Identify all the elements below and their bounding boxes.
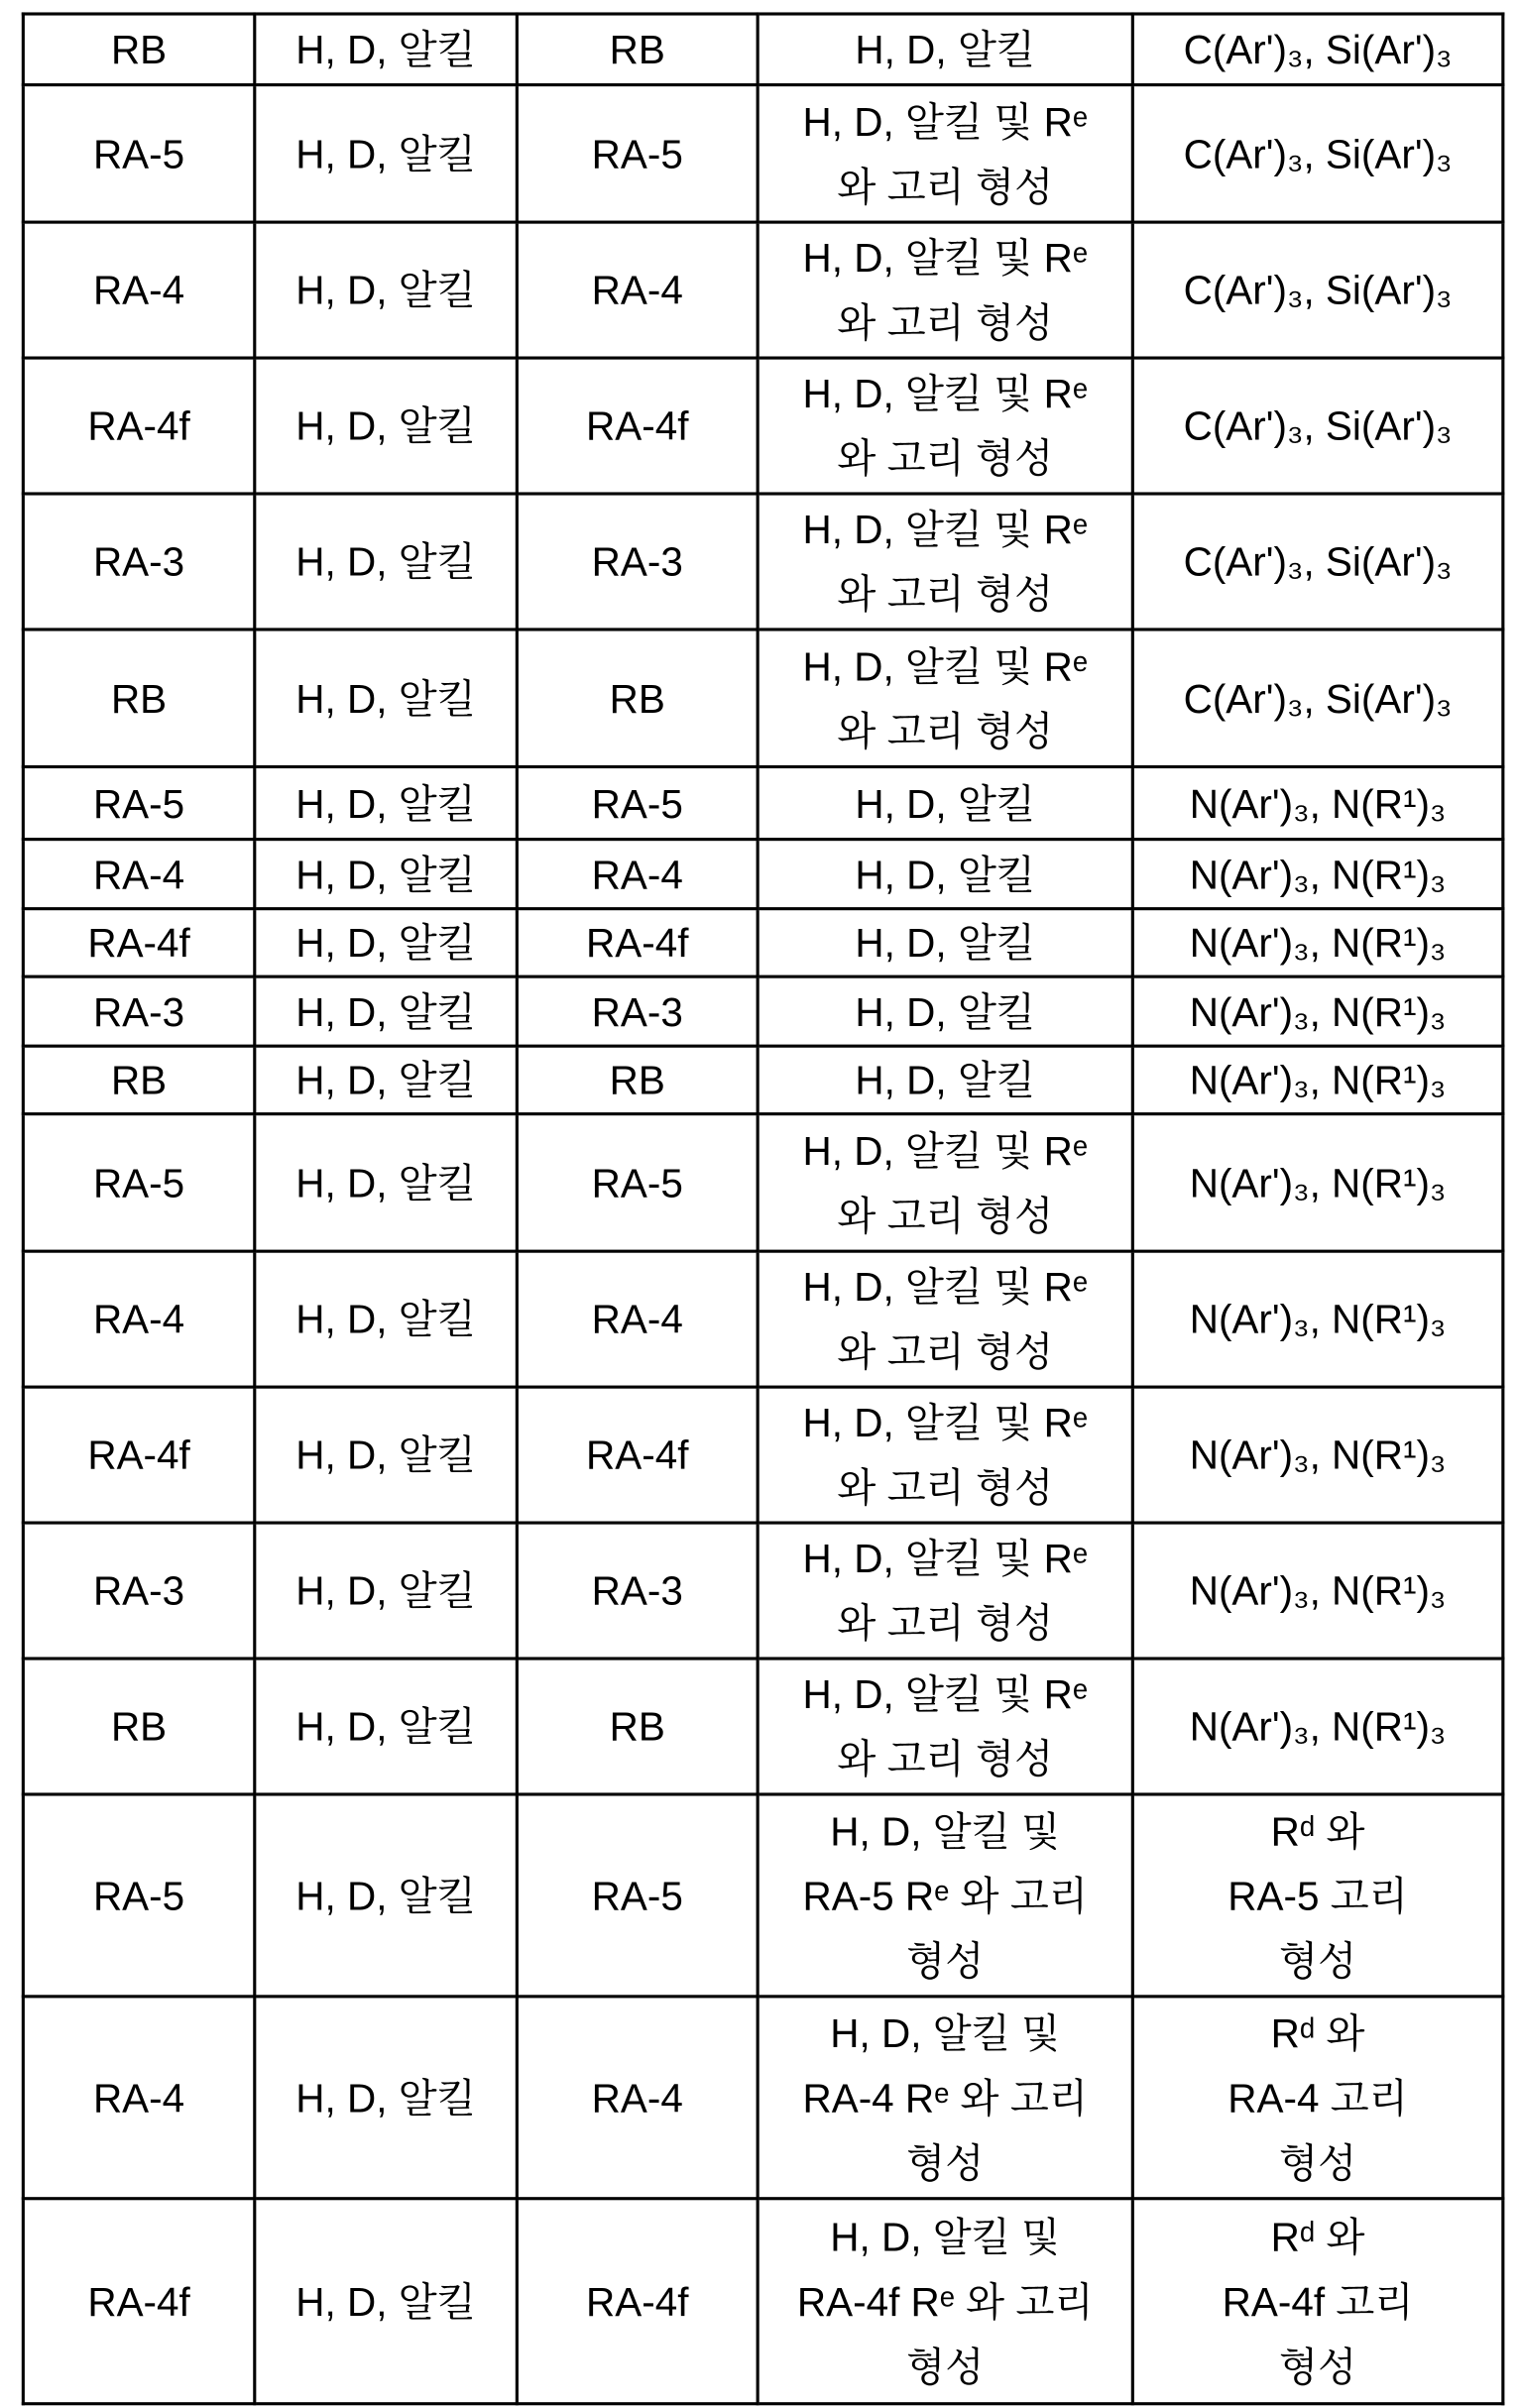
table-cell-col5: Rᵈ 와 RA-4 고리 형성	[1132, 1997, 1503, 2199]
table-cell-col5: C(Ar')₃, Si(Ar')₃	[1132, 85, 1503, 223]
table-cell-col3: RB	[517, 630, 758, 767]
table-cell-col5: N(Ar')₃, N(R¹)₃	[1132, 1523, 1503, 1659]
table-cell-col2: H, D, 알킬	[255, 976, 518, 1046]
table-row	[23, 1794, 1502, 1997]
table-cell-col5: N(Ar')₃, N(R¹)₃	[1132, 1114, 1503, 1252]
table-cell-col4: H, D, 알킬 및 Rᵉ 와 고리 형성	[758, 85, 1132, 223]
table-row	[23, 766, 1502, 839]
table-cell-col4: H, D, 알킬 및 Rᵉ 와 고리 형성	[758, 1659, 1132, 1794]
table-cell-col1: RA-5	[23, 1794, 254, 1997]
table-cell-col3: RA-3	[517, 494, 758, 630]
table-cell-col1: RB	[23, 630, 254, 767]
table-cell-col4: H, D, 알킬 및 RA-4 Rᵉ 와 고리 형성	[758, 1997, 1132, 2199]
table-cell-col3: RA-4f	[517, 909, 758, 976]
table-cell-col1: RA-4	[23, 1997, 254, 2199]
table-cell-col5: N(Ar')₃, N(R¹)₃	[1132, 1046, 1503, 1113]
table-cell-col2: H, D, 알킬	[255, 1659, 518, 1794]
table-cell-col1: RB	[23, 1659, 254, 1794]
table-cell-col2: H, D, 알킬	[255, 766, 518, 839]
table-cell-col5: C(Ar')₃, Si(Ar')₃	[1132, 494, 1503, 630]
table-cell-col1: RA-3	[23, 976, 254, 1046]
table-row	[23, 1387, 1502, 1523]
table-cell-col3: RA-5	[517, 766, 758, 839]
table-cell-col2: H, D, 알킬	[255, 1251, 518, 1387]
table-row	[23, 630, 1502, 767]
table-cell-col1: RA-3	[23, 1523, 254, 1659]
table-row	[23, 1659, 1502, 1794]
table-cell-col4: H, D, 알킬 및 Rᵉ 와 고리 형성	[758, 1387, 1132, 1523]
table-cell-col1: RB	[23, 14, 254, 85]
table-cell-col5: N(Ar')₃, N(R¹)₃	[1132, 766, 1503, 839]
table-cell-col3: RA-3	[517, 1523, 758, 1659]
table-cell-col1: RA-4	[23, 222, 254, 358]
table-cell-col2: H, D, 알킬	[255, 85, 518, 223]
table-row	[23, 85, 1502, 223]
table-cell-col2: H, D, 알킬	[255, 358, 518, 494]
table-cell-col2: H, D, 알킬	[255, 222, 518, 358]
table-cell-col5: N(Ar')₃, N(R¹)₃	[1132, 976, 1503, 1046]
table-cell-col4: H, D, 알킬	[758, 766, 1132, 839]
table-cell-col4: H, D, 알킬 및 RA-5 Rᵉ 와 고리 형성	[758, 1794, 1132, 1997]
table-cell-col2: H, D, 알킬	[255, 1114, 518, 1252]
table-cell-col4: H, D, 알킬 및 Rᵉ 와 고리 형성	[758, 222, 1132, 358]
table-row	[23, 494, 1502, 630]
table-cell-col2: H, D, 알킬	[255, 14, 518, 85]
table-row	[23, 976, 1502, 1046]
table-cell-col2: H, D, 알킬	[255, 1523, 518, 1659]
table-row	[23, 358, 1502, 494]
table-cell-col5: Rᵈ 와 RA-4f 고리 형성	[1132, 2199, 1503, 2404]
table-cell-col1: RA-4f	[23, 2199, 254, 2404]
table-cell-col3: RB	[517, 14, 758, 85]
table-cell-col4: H, D, 알킬 및 Rᵉ 와 고리 형성	[758, 630, 1132, 767]
table-row	[23, 840, 1502, 909]
table-row	[23, 1114, 1502, 1252]
table-cell-col4: H, D, 알킬	[758, 1046, 1132, 1113]
table-cell-col3: RB	[517, 1659, 758, 1794]
table-cell-col2: H, D, 알킬	[255, 1794, 518, 1997]
table-cell-col2: H, D, 알킬	[255, 2199, 518, 2404]
table-cell-col1: RA-4	[23, 840, 254, 909]
table-cell-col3: RA-5	[517, 1114, 758, 1252]
table-cell-col4: H, D, 알킬	[758, 909, 1132, 976]
table-cell-col4: H, D, 알킬 및 Rᵉ 와 고리 형성	[758, 358, 1132, 494]
table-row	[23, 909, 1502, 976]
table-cell-col5: C(Ar')₃, Si(Ar')₃	[1132, 14, 1503, 85]
table-cell-col3: RA-5	[517, 1794, 758, 1997]
table-cell-col5: C(Ar')₃, Si(Ar')₃	[1132, 630, 1503, 767]
table-cell-col3: RA-4f	[517, 1387, 758, 1523]
table-cell-col2: H, D, 알킬	[255, 1387, 518, 1523]
table-cell-col3: RA-4	[517, 1997, 758, 2199]
table-cell-col3: RA-4	[517, 840, 758, 909]
table-cell-col2: H, D, 알킬	[255, 909, 518, 976]
table-cell-col1: RA-4f	[23, 1387, 254, 1523]
table-cell-col5: Rᵈ 와 RA-5 고리 형성	[1132, 1794, 1503, 1997]
table-row	[23, 222, 1502, 358]
table-cell-col2: H, D, 알킬	[255, 630, 518, 767]
table-cell-col1: RA-5	[23, 85, 254, 223]
table-cell-col3: RA-4	[517, 1251, 758, 1387]
table-cell-col1: RA-4f	[23, 909, 254, 976]
table-row	[23, 2199, 1502, 2404]
table-cell-col2: H, D, 알킬	[255, 1046, 518, 1113]
table-row	[23, 1046, 1502, 1113]
table-row	[23, 1251, 1502, 1387]
table-cell-col4: H, D, 알킬	[758, 976, 1132, 1046]
table-cell-col2: H, D, 알킬	[255, 1997, 518, 2199]
table-cell-col3: RB	[517, 1046, 758, 1113]
table-cell-col4: H, D, 알킬 및 RA-4f Rᵉ 와 고리 형성	[758, 2199, 1132, 2404]
table-cell-col5: N(Ar')₃, N(R¹)₃	[1132, 909, 1503, 976]
substituent-table	[22, 12, 1505, 2405]
table-cell-col5: N(Ar')₃, N(R¹)₃	[1132, 1251, 1503, 1387]
table-cell-col2: H, D, 알킬	[255, 494, 518, 630]
table-cell-col1: RA-3	[23, 494, 254, 630]
table-cell-col2: H, D, 알킬	[255, 840, 518, 909]
table-cell-col3: RA-4	[517, 222, 758, 358]
table-cell-col4: H, D, 알킬	[758, 840, 1132, 909]
table-cell-col5: N(Ar')₃, N(R¹)₃	[1132, 1659, 1503, 1794]
table-row	[23, 1997, 1502, 2199]
table-cell-col1: RB	[23, 1046, 254, 1113]
table-cell-col4: H, D, 알킬	[758, 14, 1132, 85]
table-cell-col1: RA-5	[23, 766, 254, 839]
table-cell-col1: RA-5	[23, 1114, 254, 1252]
table-cell-col5: N(Ar')₃, N(R¹)₃	[1132, 1387, 1503, 1523]
table-cell-col4: H, D, 알킬 및 Rᵉ 와 고리 형성	[758, 1114, 1132, 1252]
table-cell-col5: N(Ar')₃, N(R¹)₃	[1132, 840, 1503, 909]
table-cell-col3: RA-4f	[517, 358, 758, 494]
table-cell-col4: H, D, 알킬 및 Rᵉ 와 고리 형성	[758, 1523, 1132, 1659]
table-cell-col3: RA-3	[517, 976, 758, 1046]
table-cell-col4: H, D, 알킬 및 Rᵉ 와 고리 형성	[758, 1251, 1132, 1387]
table-row	[23, 1523, 1502, 1659]
table-cell-col3: RA-4f	[517, 2199, 758, 2404]
table-cell-col5: C(Ar')₃, Si(Ar')₃	[1132, 222, 1503, 358]
table-cell-col1: RA-4f	[23, 358, 254, 494]
table-cell-col5: C(Ar')₃, Si(Ar')₃	[1132, 358, 1503, 494]
table-row	[23, 14, 1502, 85]
table-cell-col4: H, D, 알킬 및 Rᵉ 와 고리 형성	[758, 494, 1132, 630]
table-cell-col3: RA-5	[517, 85, 758, 223]
table-cell-col1: RA-4	[23, 1251, 254, 1387]
table-body	[23, 14, 1502, 2404]
